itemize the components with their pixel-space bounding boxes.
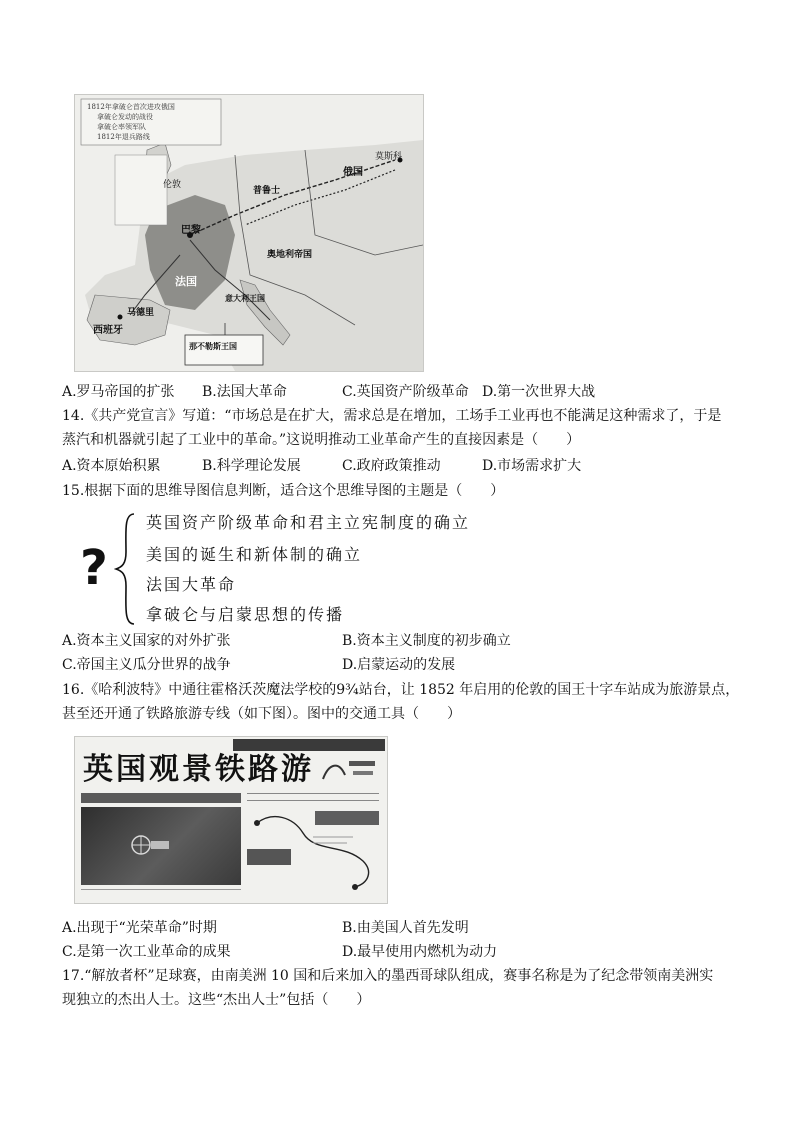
- q15-option-b[interactable]: B.资本主义制度的初步确立: [342, 633, 511, 649]
- q17-stem-line2: 现独立的杰出人士。这些“杰出人士”包括（ ）: [62, 992, 371, 1008]
- q14-stem-line2: 蒸汽和机器就引起了工业中的革命。”这说明推动工业革命产生的直接因素是（ ）: [62, 432, 581, 448]
- mind-map-branch: 美国的诞生和新体制的确立: [146, 545, 363, 564]
- mind-map-question-mark: ?: [80, 540, 108, 596]
- map-legend-line: 1812年拿破仑首次进攻俄国: [87, 103, 175, 111]
- mind-map: [70, 508, 500, 630]
- poster-title: 英国观景铁路游: [83, 752, 314, 787]
- q13-option-c[interactable]: C.英国资产阶级革命: [342, 384, 469, 400]
- map-region-label: 普鲁士: [253, 186, 281, 196]
- map-region-label: 西班牙: [93, 325, 123, 336]
- q13-option-b[interactable]: B.法国大革命: [202, 384, 287, 400]
- q15-stem: 15.根据下面的思维导图信息判断，适合这个思维导图的主题是（ ）: [62, 483, 505, 499]
- q14-option-c[interactable]: C.政府政策推动: [342, 458, 441, 474]
- map-legend-line: 1812年退兵路线: [97, 133, 150, 141]
- map-city-label: 莫斯科: [375, 152, 403, 162]
- railway-tour-poster: [74, 736, 388, 904]
- map-region-label: 俄国: [343, 167, 363, 178]
- q14-stem-line1: 14.《共产党宣言》写道：“市场总是在扩大，需求总是在增加，工场手工业再也不能满足这种需求了，于是: [62, 408, 722, 424]
- q15-option-c[interactable]: C.帝国主义瓜分世界的战争: [62, 657, 231, 673]
- poster-banner: [233, 739, 385, 751]
- map-region-label: 法国: [175, 275, 197, 288]
- q13-option-d[interactable]: D.第一次世界大战: [482, 384, 596, 400]
- mind-map-branch: 英国资产阶级革命和君主立宪制度的确立: [146, 513, 471, 532]
- map-region-label: 奥地利帝国: [267, 250, 313, 260]
- q16-option-b[interactable]: B.由美国人首先发明: [342, 920, 469, 936]
- map-region-label: 意大利王国: [225, 293, 265, 303]
- mind-map-brace: [114, 512, 138, 626]
- q14-option-b[interactable]: B.科学理论发展: [202, 458, 301, 474]
- mind-map-branch: 法国大革命: [146, 575, 237, 594]
- q13-option-a[interactable]: A.罗马帝国的扩张: [62, 384, 175, 400]
- map-city-label: 巴黎: [181, 225, 201, 236]
- map-city-label: 马德里: [127, 308, 155, 318]
- q15-option-d[interactable]: D.启蒙运动的发展: [342, 657, 456, 673]
- q16-stem-line2: 甚至还开通了铁路旅游专线（如下图）。图中的交通工具（ ）: [62, 706, 461, 722]
- poster-logo-icon: [319, 753, 379, 787]
- q16-stem-line1: 16.《哈利波特》中通往霍格沃茨魔法学校的9¾站台，让 1852 年启用的伦敦的国王十字车站成为旅游景点，: [62, 682, 740, 698]
- q16-option-a[interactable]: A.出现于“光荣革命”时期: [62, 920, 217, 936]
- napoleon-campaign-map: [74, 94, 424, 372]
- q15-option-a[interactable]: A.资本主义国家的对外扩张: [62, 633, 231, 649]
- poster-route-map: [243, 803, 383, 891]
- q14-option-d[interactable]: D.市场需求扩大: [482, 458, 582, 474]
- q16-option-d[interactable]: D.最早使用内燃机为动力: [342, 944, 498, 960]
- q16-option-c[interactable]: C.是第一次工业革命的成果: [62, 944, 231, 960]
- q17-stem-line1: 17.“解放者杯”足球赛，由南美洲 10 国和后来加入的墨西哥球队组成，赛事名称是为了纪念带领南美洲实: [62, 968, 714, 984]
- mind-map-branch: 拿破仑与启蒙思想的传播: [146, 605, 345, 624]
- map-legend-line: 拿破仑发动的战役: [97, 113, 153, 121]
- q14-option-a[interactable]: A.资本原始积累: [62, 458, 161, 474]
- map-region-label: 那不勒斯王国: [189, 341, 237, 351]
- poster-train-icon: [119, 825, 179, 865]
- map-legend-line: 拿破仑率领军队: [97, 123, 146, 131]
- map-city-label: 伦敦: [163, 180, 182, 190]
